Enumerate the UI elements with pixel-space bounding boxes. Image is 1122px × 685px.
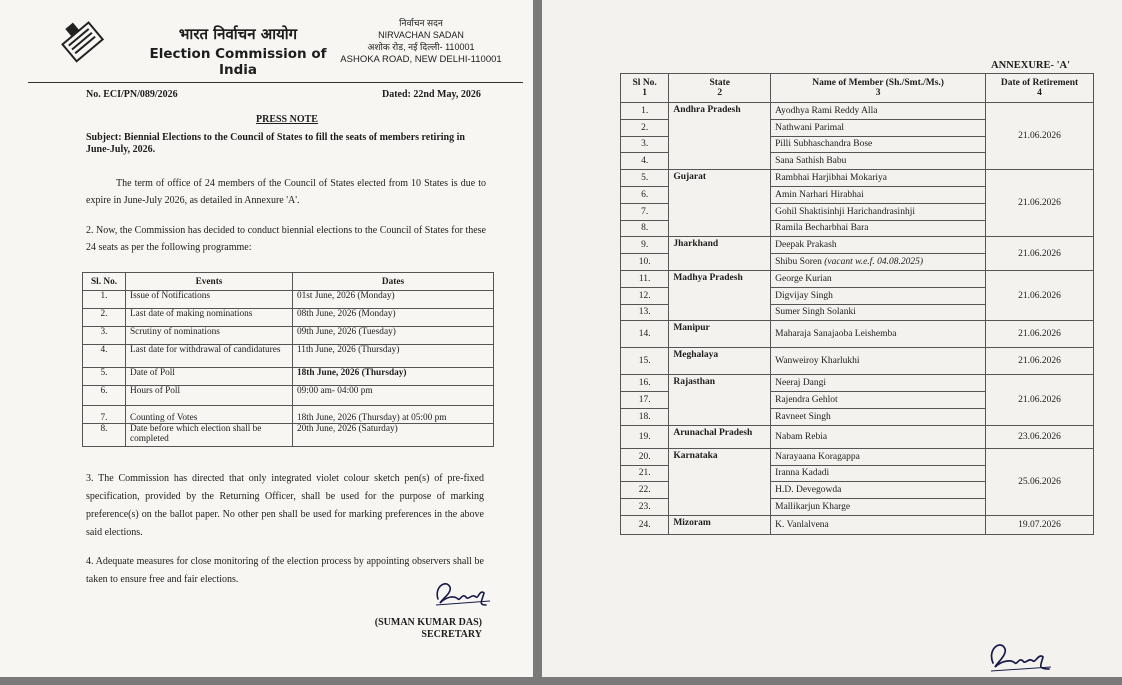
event-date: 09th June, 2026 (Tuesday) [293,327,494,345]
serial-number: 5. [621,170,669,187]
table-row [83,309,494,327]
serial-number: 7. [621,203,669,220]
serial-number: 8. [621,220,669,237]
event: Last date of making nominations [126,309,293,327]
row-number: 7. [83,406,126,424]
press-note-title: PRESS NOTE [256,114,318,125]
row-number: 8. [83,424,126,447]
paragraph-4: 4. Adequate measures for close monitoring of the election process by appointing observers shall be taken to ensure free and fair elections. [86,556,484,585]
address-line: अशोक रोड, नई दिल्ली- 110001 [367,42,475,52]
retirement-date: 21.06.2026 [986,375,1094,425]
row-number: 4. [83,345,126,368]
state-name: Arunachal Pradesh [669,425,771,448]
member-name [771,203,986,220]
serial-number: 19. [621,425,669,448]
member-note: (vacant w.e.f. 04.08.2025) [824,257,923,268]
eci-logo [58,16,110,68]
event: Counting of Votes [126,406,293,424]
member-name [771,103,986,120]
reference-number: No. ECI/PN/089/2026 [86,89,178,100]
member-name [771,153,986,170]
table-row [621,270,1094,287]
table-row [621,321,1094,348]
member-name-text: Shibu Soren [775,257,822,268]
event-date: 08th June, 2026 (Monday) [293,309,494,327]
serial-number: 15. [621,348,669,375]
column-header: Dates [293,273,494,291]
serial-number: 2. [621,119,669,136]
signature [432,575,492,609]
member-name-text: Nabam Rebia [775,431,828,442]
row-number: 3. [83,327,126,345]
header-number: 3 [875,88,881,98]
state-name: Gujarat [669,170,771,237]
member-name [771,136,986,153]
member-name-text: Iranna Kadadi [775,468,830,479]
member-name-text: Ayodhya Rami Reddy Alla [775,105,878,116]
serial-number: 4. [621,153,669,170]
header-label: Date of Retirement [1000,78,1079,88]
event: Scrutiny of nominations [126,327,293,345]
state-name: Jharkhand [669,237,771,271]
state-name: Mizoram [669,515,771,534]
row-number: 6. [83,386,126,406]
serial-number: 1. [621,103,669,120]
member-name [771,220,986,237]
address-line: निर्वाचन सदन [399,18,443,28]
member-name-text: Digvijay Singh [775,290,833,301]
row-number: 2. [83,309,126,327]
retirement-date: 21.06.2026 [986,348,1094,375]
member-name-text: Gohil Shaktisinhji Harichandrasinhji [775,206,915,217]
event: Last date for withdrawal of candidatures [126,345,293,368]
row-number: 1. [83,291,126,309]
serial-number: 11. [621,270,669,287]
paragraph-1: The term of office of 24 members of the Council of States elected from 10 States is due to expire in June-July 2026, as detailed in Annexure 'A'. [86,178,486,206]
table-row [621,237,1094,254]
event-date: 18th June, 2026 (Thursday) [293,368,494,386]
eci-english-name: Election Commission of India [149,46,327,78]
row-number: 5. [83,368,126,386]
member-name [771,186,986,203]
event-date: 11th June, 2026 (Thursday) [293,345,494,368]
member-name [771,408,986,425]
state-name: Manipur [669,321,771,348]
column-header [771,74,986,103]
address-line: NIRVACHAN SADAN [378,30,464,40]
header-rule [28,82,523,83]
table-row [621,170,1094,187]
serial-number: 9. [621,237,669,254]
member-name-text: Sana Sathish Babu [775,156,847,167]
member-name [771,170,986,187]
retirement-date: 21.06.2026 [986,321,1094,348]
member-name [771,119,986,136]
state-name: Madhya Pradesh [669,270,771,320]
eci-hindi-name: भारत निर्वाचन आयोग [178,25,298,43]
member-name-text: K. Vanlalvena [775,519,829,530]
event-date: 09:00 am- 04:00 pm [293,386,494,406]
state-name: Karnataka [669,448,771,515]
paragraph-3: 3. The Commission has directed that only integrated violet colour sketch pen(s) of pre-fixed specification, provided by the Returning Officer, shall be used for the purpose of marking preference(s) on the ballot paper. No other pen shall be used for marking preferences in the above said elections. [86,473,484,538]
date-line: Dated: 22nd May, 2026 [382,89,481,100]
serial-number: 17. [621,392,669,409]
event-date: 18th June, 2026 (Thursday) at 05:00 pm [293,406,494,424]
member-name-text: H.D. Devegowda [775,485,842,496]
table-row [83,291,494,309]
member-name-text: Maharaja Sanajaoba Leishemba [775,329,897,340]
annexure-table [620,73,1094,535]
state-name: Andhra Pradesh [669,103,771,170]
table-row [621,348,1094,375]
member-name [771,425,986,448]
table-row [83,386,494,406]
serial-number: 21. [621,465,669,482]
table-row [621,425,1094,448]
member-name-text: Rajendra Gehlot [775,395,838,406]
column-header: Sl. No. [83,273,126,291]
member-name-text: Ravneet Singh [775,411,831,422]
state-name: Meghalaya [669,348,771,375]
retirement-date: 21.06.2026 [986,237,1094,271]
serial-number: 24. [621,515,669,534]
table-row [621,375,1094,392]
table-row [621,448,1094,465]
event: Date of Poll [126,368,293,386]
table-row [83,368,494,386]
member-name-text: Rambhai Harjibhai Mokariya [775,173,887,184]
retirement-date: 23.06.2026 [986,425,1094,448]
annexure-body [621,103,1094,535]
retirement-date: 19.07.2026 [986,515,1094,534]
member-name-text: Ramila Becharbhai Bara [775,223,869,234]
member-name [771,254,986,271]
member-name-text: Mallikarjun Kharge [775,502,851,513]
table-row [83,424,494,447]
member-name [771,348,986,375]
member-name-text: George Kurian [775,273,832,284]
table-row [83,327,494,345]
member-name [771,448,986,465]
serial-number: 23. [621,499,669,516]
header-label: Name of Member (Sh./Smt./Ms.) [812,78,944,88]
paragraph-2: 2. Now, the Commission has decided to conduct biennial elections to the Council of States for these 24 seats as per the following programme: [86,225,486,253]
serial-number: 16. [621,375,669,392]
column-header: Events [126,273,293,291]
header-label: Sl No. [632,78,657,88]
member-name [771,287,986,304]
member-name [771,270,986,287]
retirement-date: 21.06.2026 [986,270,1094,320]
annexure-title: ANNEXURE- 'A' [991,60,1071,71]
member-name [771,482,986,499]
state-name: Rajasthan [669,375,771,425]
member-name-text: Narayaana Koragappa [775,451,860,462]
header-label: State [709,78,731,88]
event: Hours of Poll [126,386,293,406]
election-programme-table [82,272,494,447]
table-row [83,345,494,368]
table-row [83,406,494,424]
event-date: 20th June, 2026 (Saturday) [293,424,494,447]
signature [985,635,1055,675]
member-name-text: Deepak Prakash [775,240,837,251]
column-header [986,74,1094,103]
table-row [621,515,1094,534]
press-note-page [0,0,533,677]
column-header [621,74,669,103]
member-name-text: Wanweiroy Kharlukhi [775,356,860,367]
member-name [771,237,986,254]
event: Date before which election shall be completed [126,424,293,447]
serial-number: 22. [621,482,669,499]
member-name-text: Nathwani Parimal [775,122,844,133]
serial-number: 6. [621,186,669,203]
header-number: 4 [1037,88,1042,98]
member-name-text: Pilli Subhaschandra Bose [775,139,873,150]
retirement-date: 21.06.2026 [986,103,1094,170]
retirement-date: 21.06.2026 [986,170,1094,237]
header-number: 2 [717,88,723,98]
event: Issue of Notifications [126,291,293,309]
serial-number: 3. [621,136,669,153]
member-name-text: Neeraj Dangi [775,378,827,389]
retirement-date: 25.06.2026 [986,448,1094,515]
member-name [771,375,986,392]
table-row [621,103,1094,120]
member-name [771,321,986,348]
header-number: 1 [642,88,648,98]
member-name [771,304,986,321]
member-name [771,515,986,534]
member-name [771,499,986,516]
address-line: ASHOKA ROAD, NEW DELHI-110001 [340,54,502,65]
serial-number: 18. [621,408,669,425]
serial-number: 12. [621,287,669,304]
member-name-text: Amin Narhari Hirabhai [775,189,864,200]
serial-number: 13. [621,304,669,321]
signatory-title: SECRETARY [421,629,482,640]
serial-number: 14. [621,321,669,348]
event-date: 01st June, 2026 (Monday) [293,291,494,309]
member-name [771,392,986,409]
member-name-text: Sumer Singh Solanki [775,307,856,318]
signatory-name: (SUMAN KUMAR DAS) [374,617,482,628]
subject-line: Subject: Biennial Elections to the Council of States to fill the seats of members retiring in June-July, 2026. [86,132,465,155]
serial-number: 20. [621,448,669,465]
member-name [771,465,986,482]
serial-number: 10. [621,254,669,271]
column-header [669,74,771,103]
